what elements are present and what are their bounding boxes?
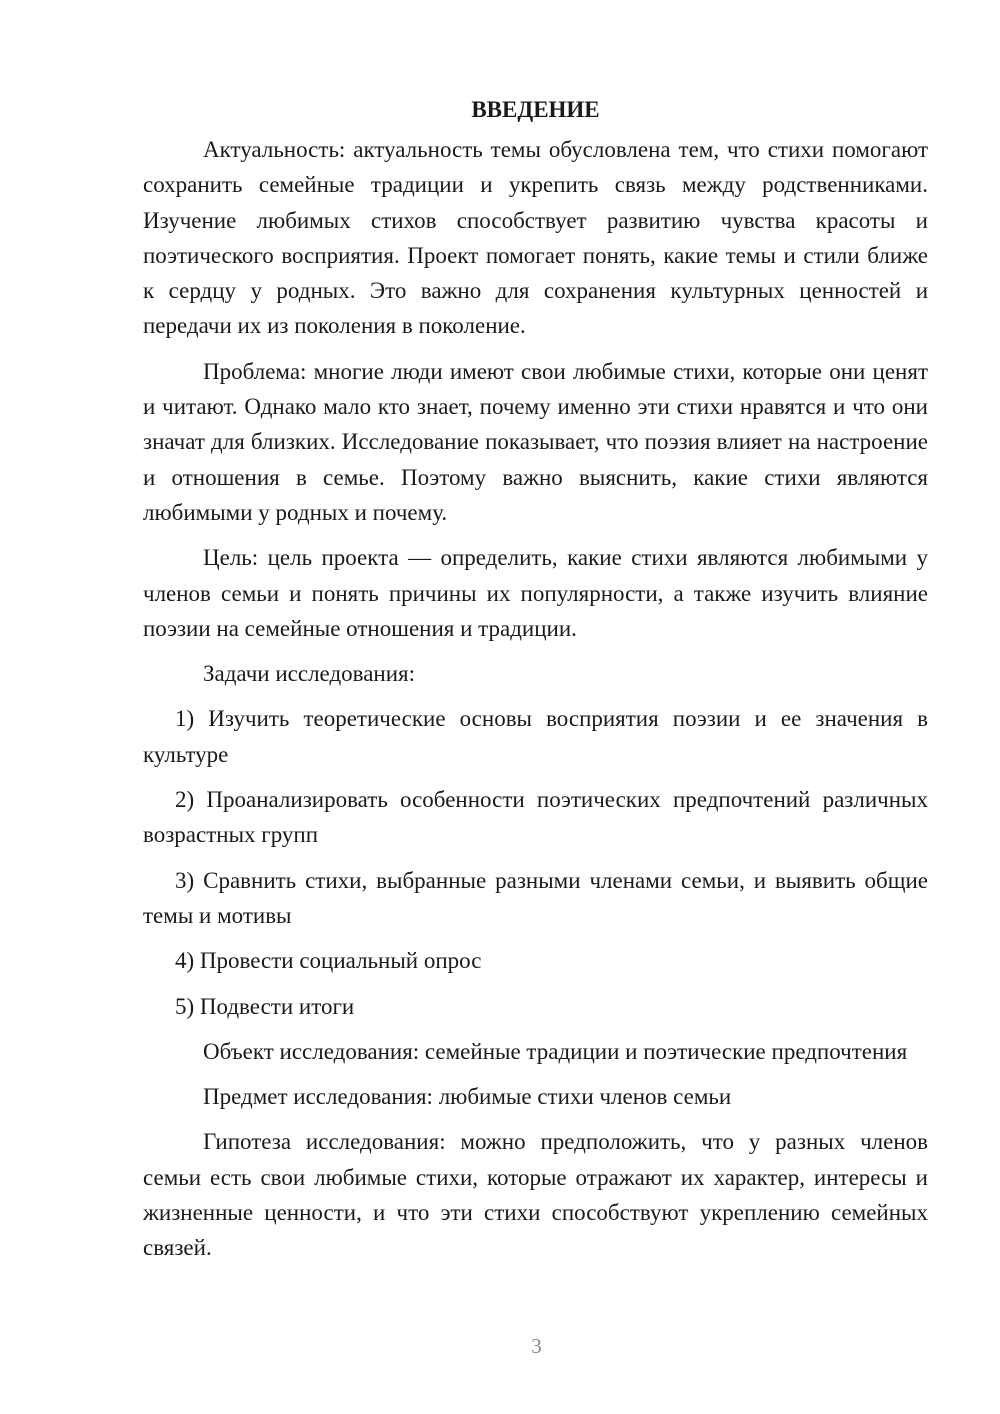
document-page	[143, 92, 928, 1276]
tasks-heading: Задачи исследования:	[203, 661, 416, 687]
research-object-paragraph: Объект исследования: семейные традиции и поэтические предпочтения	[203, 1038, 908, 1064]
research-subject-paragraph: Предмет исследования: любимые стихи членов семьи	[203, 1084, 732, 1110]
task-item-3: 3) Сравнить стихи, выбранные разными членами семьи, и выявить общие темы и мотивы	[143, 867, 928, 928]
relevance-paragraph: Актуальность: актуальность темы обусловлена тем, что стихи помогают сохранить семейные традиции и укрепить связь между родственниками. Изучение любимых стихов способствует развитию чувства красоты и поэтического восприятия. Проект помогает понять, какие темы и стили ближе к сердцу у родных. Это важно для сохранения культурных ценностей и передачи их из поколения в поколение.	[143, 137, 928, 339]
page-number: 3	[531, 1334, 542, 1358]
task-item-5: 5) Подвести итоги	[175, 993, 355, 1019]
task-item-2: 2) Проанализировать особенности поэтических предпочтений различных возрастных групп	[143, 787, 928, 848]
problem-paragraph: Проблема: многие люди имеют свои любимые стихи, которые они ценят и читают. Однако мало кто знает, почему именно эти стихи нравятся и что они значат для близких. Исследование показывает, что поэзия влияет на настроение и отношения в семье. Поэтому важно выяснить, какие стихи являются любимыми у родных и почему.	[143, 358, 928, 525]
page-title: ВВЕДЕНИЕ	[471, 97, 600, 122]
hypothesis-paragraph: Гипотеза исследования: можно предположить, что у разных членов семьи есть свои любимые стихи, которые отражают их характер, интересы и жизненные ценности, и что эти стихи способствуют укреплению семейных связей.	[143, 1129, 928, 1261]
task-item-1: 1) Изучить теоретические основы восприятия поэзии и ее значения в культуре	[143, 706, 928, 767]
goal-paragraph: Цель: цель проекта — определить, какие стихи являются любимыми у членов семьи и понять причины их популярности, а также изучить влияние поэзии на семейные отношения и традиции.	[143, 545, 928, 641]
task-item-4: 4) Провести социальный опрос	[175, 948, 482, 974]
